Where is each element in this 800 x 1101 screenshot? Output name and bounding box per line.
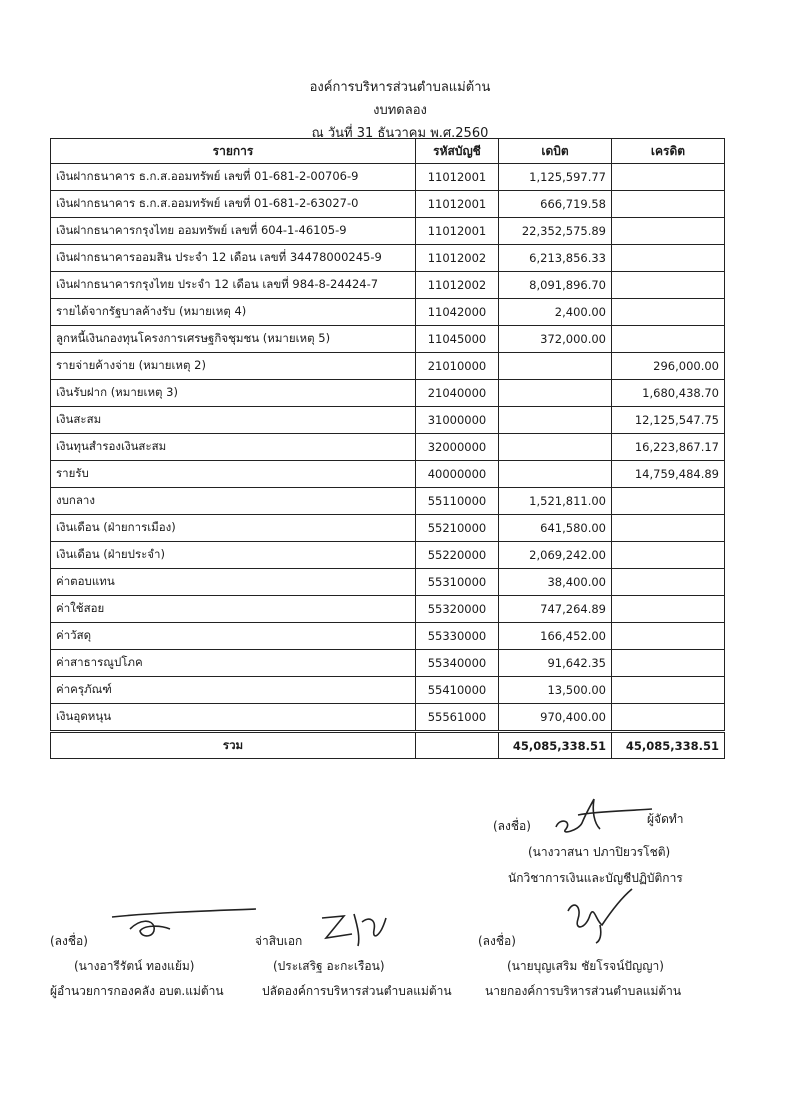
row-account-code: 21040000	[416, 380, 499, 407]
row-item: เงินฝากธนาคาร ธ.ก.ส.ออมทรัพย์ เลขที่ 01-681-2-63027-0	[51, 191, 416, 218]
deputy-signature-image	[318, 908, 398, 950]
table-row	[51, 272, 725, 299]
table-row	[51, 677, 725, 704]
row-account-code: 55410000	[416, 677, 499, 704]
row-item: ค่าวัสดุ	[51, 623, 416, 650]
preparer-role: ผู้จัดทำ	[647, 812, 684, 826]
row-debit: 1,521,811.00	[499, 488, 612, 515]
row-credit	[612, 704, 725, 732]
row-credit	[612, 596, 725, 623]
row-account-code: 11012001	[416, 191, 499, 218]
mayor-position: นายกองค์การบริหารส่วนตำบลแม่ต้าน	[485, 984, 682, 998]
table-row	[51, 461, 725, 488]
row-credit	[612, 218, 725, 245]
row-credit	[612, 272, 725, 299]
row-debit: 2,400.00	[499, 299, 612, 326]
column-header-item: รายการ	[51, 139, 416, 164]
preparer-position: นักวิชาการเงินและบัญชีปฏิบัติการ	[508, 871, 683, 885]
row-debit	[499, 461, 612, 488]
table-row	[51, 326, 725, 353]
row-item: ค่าตอบแทน	[51, 569, 416, 596]
table-row	[51, 488, 725, 515]
row-debit: 8,091,896.70	[499, 272, 612, 299]
row-item: เงินฝากธนาคารกรุงไทย ประจำ 12 เดือน เลขที่ 984-8-24424-7	[51, 272, 416, 299]
table-row	[51, 380, 725, 407]
document-title: งบทดลอง	[373, 103, 427, 118]
preparer-name: (นางวาสนา ปภาปิยวรโชติ)	[528, 845, 671, 859]
row-account-code: 31000000	[416, 407, 499, 434]
row-debit: 1,125,597.77	[499, 164, 612, 191]
row-item: งบกลาง	[51, 488, 416, 515]
table-row	[51, 542, 725, 569]
row-account-code: 55220000	[416, 542, 499, 569]
row-item: เงินเดือน (ฝ่ายประจำ)	[51, 542, 416, 569]
row-account-code: 55310000	[416, 569, 499, 596]
row-account-code: 11042000	[416, 299, 499, 326]
table-row	[51, 650, 725, 677]
row-account-code: 55561000	[416, 704, 499, 732]
table-row	[51, 434, 725, 461]
row-debit: 666,719.58	[499, 191, 612, 218]
row-credit	[612, 488, 725, 515]
row-credit	[612, 623, 725, 650]
row-credit	[612, 542, 725, 569]
row-account-code: 11045000	[416, 326, 499, 353]
row-credit: 14,759,484.89	[612, 461, 725, 488]
row-item: เงินรับฝาก (หมายเหตุ 3)	[51, 380, 416, 407]
table-row	[51, 569, 725, 596]
row-item: เงินฝากธนาคารออมสิน ประจำ 12 เดือน เลขที่ 34478000245-9	[51, 245, 416, 272]
row-account-code: 11012001	[416, 218, 499, 245]
row-item: ค่าใช้สอย	[51, 596, 416, 623]
table-header-row	[51, 139, 725, 164]
row-debit: 970,400.00	[499, 704, 612, 732]
total-credit: 45,085,338.51	[612, 732, 725, 759]
table-row	[51, 218, 725, 245]
row-item: เงินเดือน (ฝ่ายการเมือง)	[51, 515, 416, 542]
row-debit	[499, 434, 612, 461]
row-item: เงินสะสม	[51, 407, 416, 434]
total-row	[51, 732, 725, 759]
row-debit: 372,000.00	[499, 326, 612, 353]
row-item: เงินฝากธนาคาร ธ.ก.ส.ออมทรัพย์ เลขที่ 01-681-2-00706-9	[51, 164, 416, 191]
row-debit: 13,500.00	[499, 677, 612, 704]
row-debit	[499, 353, 612, 380]
mayor-sign-prefix: (ลงชื่อ)	[478, 934, 516, 948]
trial-balance-table	[50, 138, 725, 759]
row-account-code: 55330000	[416, 623, 499, 650]
row-item: รายได้จากรัฐบาลค้างรับ (หมายเหตุ 4)	[51, 299, 416, 326]
row-credit	[612, 650, 725, 677]
row-item: เงินฝากธนาคารกรุงไทย ออมทรัพย์ เลขที่ 604-1-46105-9	[51, 218, 416, 245]
row-credit	[612, 191, 725, 218]
row-account-code: 55110000	[416, 488, 499, 515]
row-account-code: 55320000	[416, 596, 499, 623]
table-row	[51, 164, 725, 191]
table-row	[51, 353, 725, 380]
table-row	[51, 596, 725, 623]
org-name: องค์การบริหารส่วนตำบลแม่ต้าน	[309, 80, 491, 95]
row-item: เงินอุดหนุน	[51, 704, 416, 732]
total-label: รวม	[51, 732, 416, 759]
row-credit: 12,125,547.75	[612, 407, 725, 434]
row-credit	[612, 299, 725, 326]
table-row	[51, 299, 725, 326]
deputy-sign-prefix: จ่าสิบเอก	[255, 934, 303, 948]
total-code-cell	[416, 732, 499, 759]
row-account-code: 32000000	[416, 434, 499, 461]
row-credit: 16,223,867.17	[612, 434, 725, 461]
table-row	[51, 191, 725, 218]
row-account-code: 21010000	[416, 353, 499, 380]
row-debit	[499, 407, 612, 434]
row-account-code: 11012002	[416, 272, 499, 299]
deputy-position: ปลัดองค์การบริหารส่วนตำบลแม่ต้าน	[262, 984, 452, 998]
finance-director-position: ผู้อำนวยการกองคลัง อบต.แม่ต้าน	[50, 984, 224, 998]
table-row	[51, 623, 725, 650]
row-credit: 1,680,438.70	[612, 380, 725, 407]
row-debit: 6,213,856.33	[499, 245, 612, 272]
total-debit: 45,085,338.51	[499, 732, 612, 759]
row-credit	[612, 164, 725, 191]
column-header-debit: เดบิต	[499, 139, 612, 164]
row-credit	[612, 326, 725, 353]
table-row	[51, 704, 725, 732]
column-header-code: รหัสบัญชี	[416, 139, 499, 164]
row-item: ค่าครุภัณฑ์	[51, 677, 416, 704]
row-account-code: 55340000	[416, 650, 499, 677]
row-debit: 2,069,242.00	[499, 542, 612, 569]
row-item: รายรับ	[51, 461, 416, 488]
row-account-code: 40000000	[416, 461, 499, 488]
table-row	[51, 407, 725, 434]
row-credit	[612, 677, 725, 704]
row-item: รายจ่ายค้างจ่าย (หมายเหตุ 2)	[51, 353, 416, 380]
row-item: ค่าสาธารณูปโภค	[51, 650, 416, 677]
finance-director-name: (นางอารีรัตน์ ทองแย้ม)	[74, 959, 195, 973]
row-credit	[612, 569, 725, 596]
mayor-signature-image	[560, 885, 650, 945]
row-debit: 747,264.89	[499, 596, 612, 623]
row-item: เงินทุนสำรองเงินสะสม	[51, 434, 416, 461]
as-of-date: ณ วันที่ 31 ธันวาคม พ.ศ.2560	[311, 126, 489, 141]
column-header-credit: เครดิต	[612, 139, 725, 164]
preparer-sign-prefix: (ลงชื่อ)	[493, 819, 531, 833]
row-debit: 22,352,575.89	[499, 218, 612, 245]
finance-director-signature-image	[110, 903, 260, 943]
row-credit	[612, 515, 725, 542]
row-debit: 38,400.00	[499, 569, 612, 596]
finance-director-sign-prefix: (ลงชื่อ)	[50, 934, 88, 948]
deputy-name: (ประเสริฐ อะกะเรือน)	[273, 959, 385, 973]
row-debit	[499, 380, 612, 407]
row-credit: 296,000.00	[612, 353, 725, 380]
mayor-name: (นายบุญเสริม ชัยโรจน์ปัญญา)	[507, 959, 664, 973]
row-item: ลูกหนี้เงินกองทุนโครงการเศรษฐกิจชุมชน (หมายเหตุ 5)	[51, 326, 416, 353]
row-account-code: 55210000	[416, 515, 499, 542]
row-debit: 641,580.00	[499, 515, 612, 542]
row-debit: 91,642.35	[499, 650, 612, 677]
row-account-code: 11012002	[416, 245, 499, 272]
table-row	[51, 245, 725, 272]
preparer-signature-image	[548, 795, 658, 840]
table-row	[51, 515, 725, 542]
row-account-code: 11012001	[416, 164, 499, 191]
row-debit: 166,452.00	[499, 623, 612, 650]
row-credit	[612, 245, 725, 272]
